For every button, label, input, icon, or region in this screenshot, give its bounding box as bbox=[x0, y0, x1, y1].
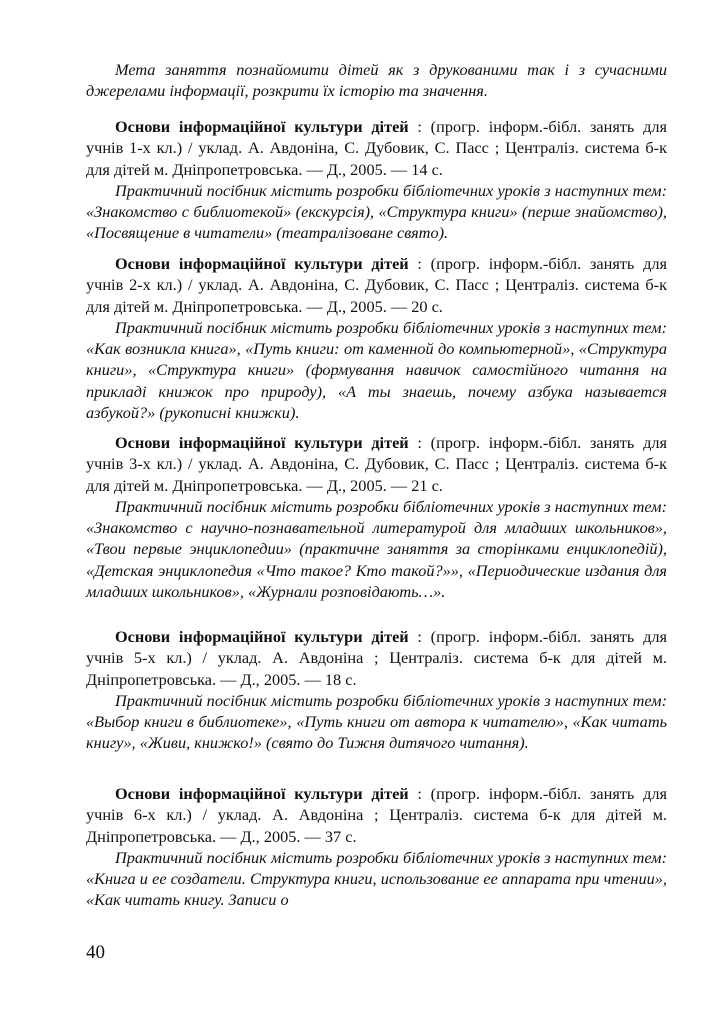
bibliography-entry bbox=[86, 432, 667, 602]
entry-citation bbox=[86, 626, 667, 690]
bibliography-entry bbox=[86, 626, 667, 754]
entry-details: : (прогр. інформ.-бібл. занять для учнів 6-х кл.) / уклад. А. Авдоніна ; Централіз. система б-к для дітей м. Дніпропетровська. — Д., 2005. — 37 с. bbox=[86, 784, 667, 846]
entry-title: Основи інформаційної культури дітей bbox=[115, 254, 409, 273]
entry-citation bbox=[86, 783, 667, 847]
bibliography-entry bbox=[86, 783, 667, 911]
entry-details: : (прогр. інформ.-бібл. занять для учнів 2-х кл.) / уклад. А. Авдоніна, С. Дубовик, С. Пасс ; Централіз. система б-к для дітей м. Дніпропетровська. — Д., 2005. — 20 с. bbox=[86, 254, 667, 316]
entry-title: Основи інформаційної культури дітей bbox=[115, 627, 409, 646]
entry-citation bbox=[86, 432, 667, 496]
bibliography-entry bbox=[86, 116, 667, 244]
entry-title: Основи інформаційної культури дітей bbox=[115, 117, 409, 136]
entry-title: Основи інформаційної культури дітей bbox=[115, 433, 409, 452]
page-number: 40 bbox=[86, 942, 105, 963]
entry-citation bbox=[86, 116, 667, 180]
entry-annotation: Практичний посібник містить розробки бібліотечних уроків з наступних тем: «Знакомство с библиотекой» (екскурсія), «Структура книги» (перше знайомство), «Посвящение в читатели» (театралізоване свято). bbox=[86, 180, 667, 243]
entry-annotation: Практичний посібник містить розробки бібліотечних уроків з наступних тем: «Знакомство с научно-познавательной литературой для младших школьников», «Твои первые энциклопедии» (практичне заняття за сторінками енциклопедій), «Детская энциклопедия «Что такое? Кто такой?»», «Периодические издания для младших школьников», «Журнали розповідають…». bbox=[86, 496, 667, 602]
entry-details: : (прогр. інформ.-бібл. занять для учнів 1-х кл.) / уклад. А. Авдоніна, С. Дубовик, С. Пасс ; Централіз. система б-к для дітей м. Дніпропетровська. — Д., 2005. — 14 с. bbox=[86, 117, 667, 179]
intro-text: Мета заняття познайомити дітей як з друкованими так і з сучасними джерелами інформації, розкрити їх історію та значення. bbox=[86, 60, 667, 101]
entry-annotation: Практичний посібник містить розробки бібліотечних уроків з наступних тем: «Как возникла книга», «Путь книги: от каменной до компьютерной», «Структура книги», «Структура книги» (формування навичок самостійного читання на прикладі книжок про природу), «А ты знаешь, почему азбука называется азбукой?» (рукописні книжки). bbox=[86, 317, 667, 423]
entry-title: Основи інформаційної культури дітей bbox=[115, 784, 409, 803]
intro-block bbox=[86, 59, 667, 102]
bibliography-entry bbox=[86, 253, 667, 423]
entry-annotation: Практичний посібник містить розробки бібліотечних уроків з наступних тем: «Книга и ее создатели. Структура книги, использование ее аппарата при чтении», «Как читать книгу. Записи о bbox=[86, 847, 667, 910]
entry-details: : (прогр. інформ.-бібл. занять для учнів 5-х кл.) / уклад. А. Авдоніна ; Централіз. система б-к для дітей м. Дніпропетровська. — Д., 2005. — 18 с. bbox=[86, 627, 667, 689]
entry-citation bbox=[86, 253, 667, 317]
entry-details: : (прогр. інформ.-бібл. занять для учнів 3-х кл.) / уклад. А. Авдоніна, С. Дубовик, С. Пасс ; Централіз. система б-к для дітей м. Дніпропетровська. — Д., 2005. — 21 с. bbox=[86, 433, 667, 495]
entry-annotation: Практичний посібник містить розробки бібліотечних уроків з наступних тем: «Выбор книги в библиотеке», «Путь книги от автора к читателю», «Как читать книгу», «Живи, книжко!» (свято до Тижня дитячого читання). bbox=[86, 690, 667, 753]
